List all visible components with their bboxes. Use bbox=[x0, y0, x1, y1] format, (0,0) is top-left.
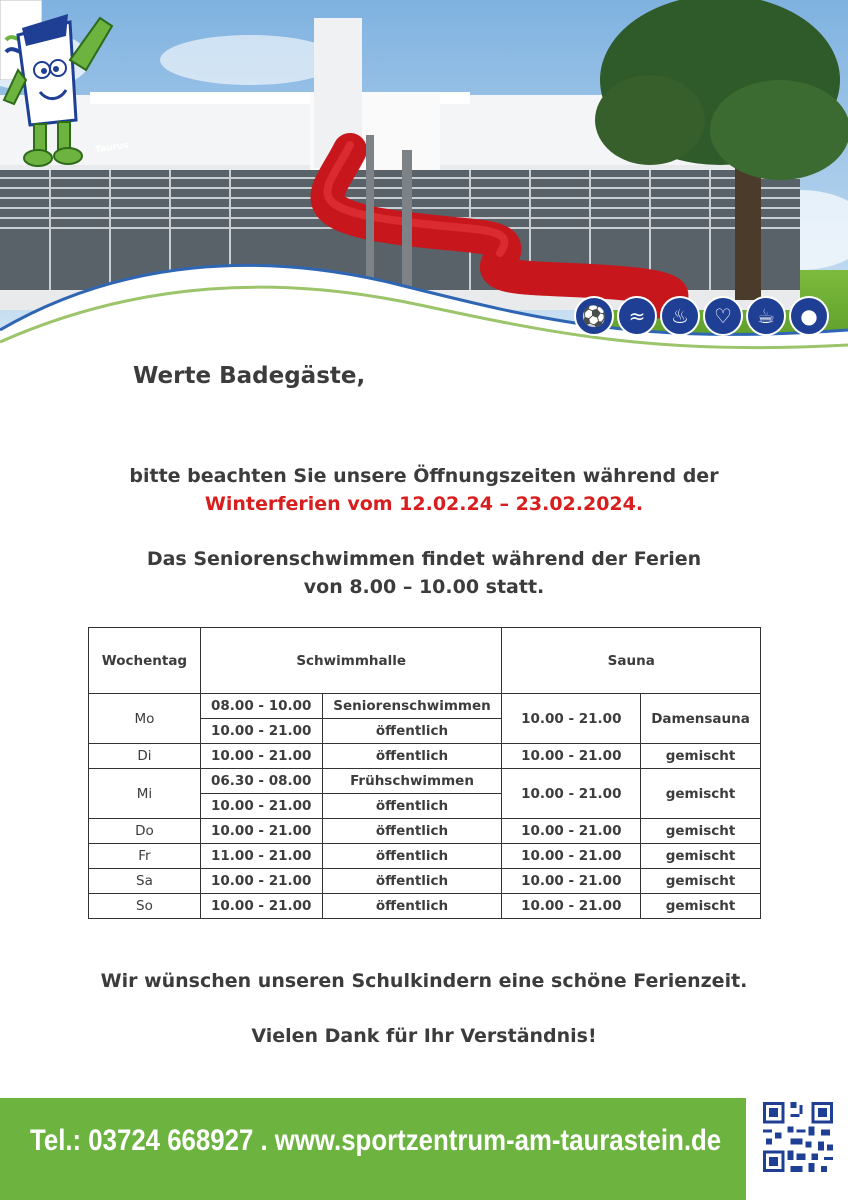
bowling-icon: ● bbox=[789, 296, 829, 336]
holiday-wish: Wir wünschen unseren Schulkindern eine schöne Ferienzeit. bbox=[100, 970, 748, 992]
sauna-type-cell: gemischt bbox=[641, 894, 761, 919]
pool-type-cell: öffentlich bbox=[322, 844, 502, 869]
pool-time-cell: 10.00 - 21.00 bbox=[200, 794, 322, 819]
pool-time-cell: 10.00 - 21.00 bbox=[200, 869, 322, 894]
opening-hours-table bbox=[88, 627, 761, 919]
swimmer-icon: ≈ bbox=[617, 296, 657, 336]
pool-type-cell: öffentlich bbox=[322, 869, 502, 894]
table-row bbox=[89, 769, 761, 794]
pool-type-cell: öffentlich bbox=[322, 894, 502, 919]
sauna-type-cell: gemischt bbox=[641, 769, 761, 819]
header-photo bbox=[0, 0, 848, 380]
day-cell: Do bbox=[89, 819, 201, 844]
pool-time-cell: 08.00 - 10.00 bbox=[200, 694, 322, 719]
sauna-time-cell: 10.00 - 21.00 bbox=[502, 844, 641, 869]
pool-type-cell: öffentlich bbox=[322, 794, 502, 819]
sauna-time-cell: 10.00 - 21.00 bbox=[502, 819, 641, 844]
pool-time-cell: 11.00 - 21.00 bbox=[200, 844, 322, 869]
day-cell: Sa bbox=[89, 869, 201, 894]
table-row bbox=[89, 894, 761, 919]
heart-icon: ♡ bbox=[703, 296, 743, 336]
greeting: Werte Badegäste, bbox=[133, 363, 366, 389]
table-row bbox=[89, 694, 761, 719]
table-header-row bbox=[89, 628, 761, 694]
sauna-type-cell: gemischt bbox=[641, 744, 761, 769]
sauna-type-cell: gemischt bbox=[641, 844, 761, 869]
sauna-time-cell: 10.00 - 21.00 bbox=[502, 694, 641, 744]
pool-type-cell: Seniorenschwimmen bbox=[322, 694, 502, 719]
day-cell: Fr bbox=[89, 844, 201, 869]
day-cell: Di bbox=[89, 744, 201, 769]
sauna-type-cell: gemischt bbox=[641, 869, 761, 894]
sauna-time-cell: 10.00 - 21.00 bbox=[502, 744, 641, 769]
holiday-dates: Winterferien vom 12.02.24 – 23.02.2024. bbox=[204, 493, 644, 515]
day-cell: So bbox=[89, 894, 201, 919]
pool-time-cell: 10.00 - 21.00 bbox=[200, 894, 322, 919]
sauna-type-cell: Damensauna bbox=[641, 694, 761, 744]
sport-icons-row bbox=[574, 296, 829, 336]
thanks-line: Vielen Dank für Ihr Verständnis! bbox=[251, 1025, 597, 1047]
sauna-time-cell: 10.00 - 21.00 bbox=[502, 894, 641, 919]
qr-code-icon bbox=[760, 1099, 836, 1175]
senior-swim-line: Das Seniorenschwimmen findet während der Ferien bbox=[146, 548, 702, 570]
intro-line: bitte beachten Sie unsere Öffnungszeiten während der bbox=[129, 465, 719, 487]
mascot-name: Taurus bbox=[94, 140, 130, 156]
sauna-time-cell: 10.00 - 21.00 bbox=[502, 769, 641, 819]
table-row bbox=[89, 869, 761, 894]
soccer-ball-icon: ⚽ bbox=[574, 296, 614, 336]
pool-type-cell: öffentlich bbox=[322, 744, 502, 769]
senior-swim-time: von 8.00 – 10.00 statt. bbox=[303, 576, 545, 598]
day-cell: Mo bbox=[89, 694, 201, 744]
pool-time-cell: 10.00 - 21.00 bbox=[200, 719, 322, 744]
sauna-type-cell: gemischt bbox=[641, 819, 761, 844]
pool-time-cell: 10.00 - 21.00 bbox=[200, 744, 322, 769]
day-cell: Mi bbox=[89, 769, 201, 819]
table-row bbox=[89, 844, 761, 869]
header-weekday: Wochentag bbox=[89, 628, 201, 694]
table-row bbox=[89, 819, 761, 844]
sauna-icon: ♨ bbox=[660, 296, 700, 336]
pool-type-cell: öffentlich bbox=[322, 719, 502, 744]
footer-contact: Tel.: 03724 668927 . www.sportzentrum-am-taurastein.de bbox=[30, 1124, 722, 1157]
pool-time-cell: 06.30 - 08.00 bbox=[200, 769, 322, 794]
pool-type-cell: Frühschwimmen bbox=[322, 769, 502, 794]
pool-type-cell: öffentlich bbox=[322, 819, 502, 844]
header-pool: Schwimmhalle bbox=[200, 628, 502, 694]
table-row bbox=[89, 744, 761, 769]
pool-time-cell: 10.00 - 21.00 bbox=[200, 819, 322, 844]
sauna-time-cell: 10.00 - 21.00 bbox=[502, 869, 641, 894]
header-sauna: Sauna bbox=[502, 628, 761, 694]
coffee-cup-icon: ☕ bbox=[746, 296, 786, 336]
